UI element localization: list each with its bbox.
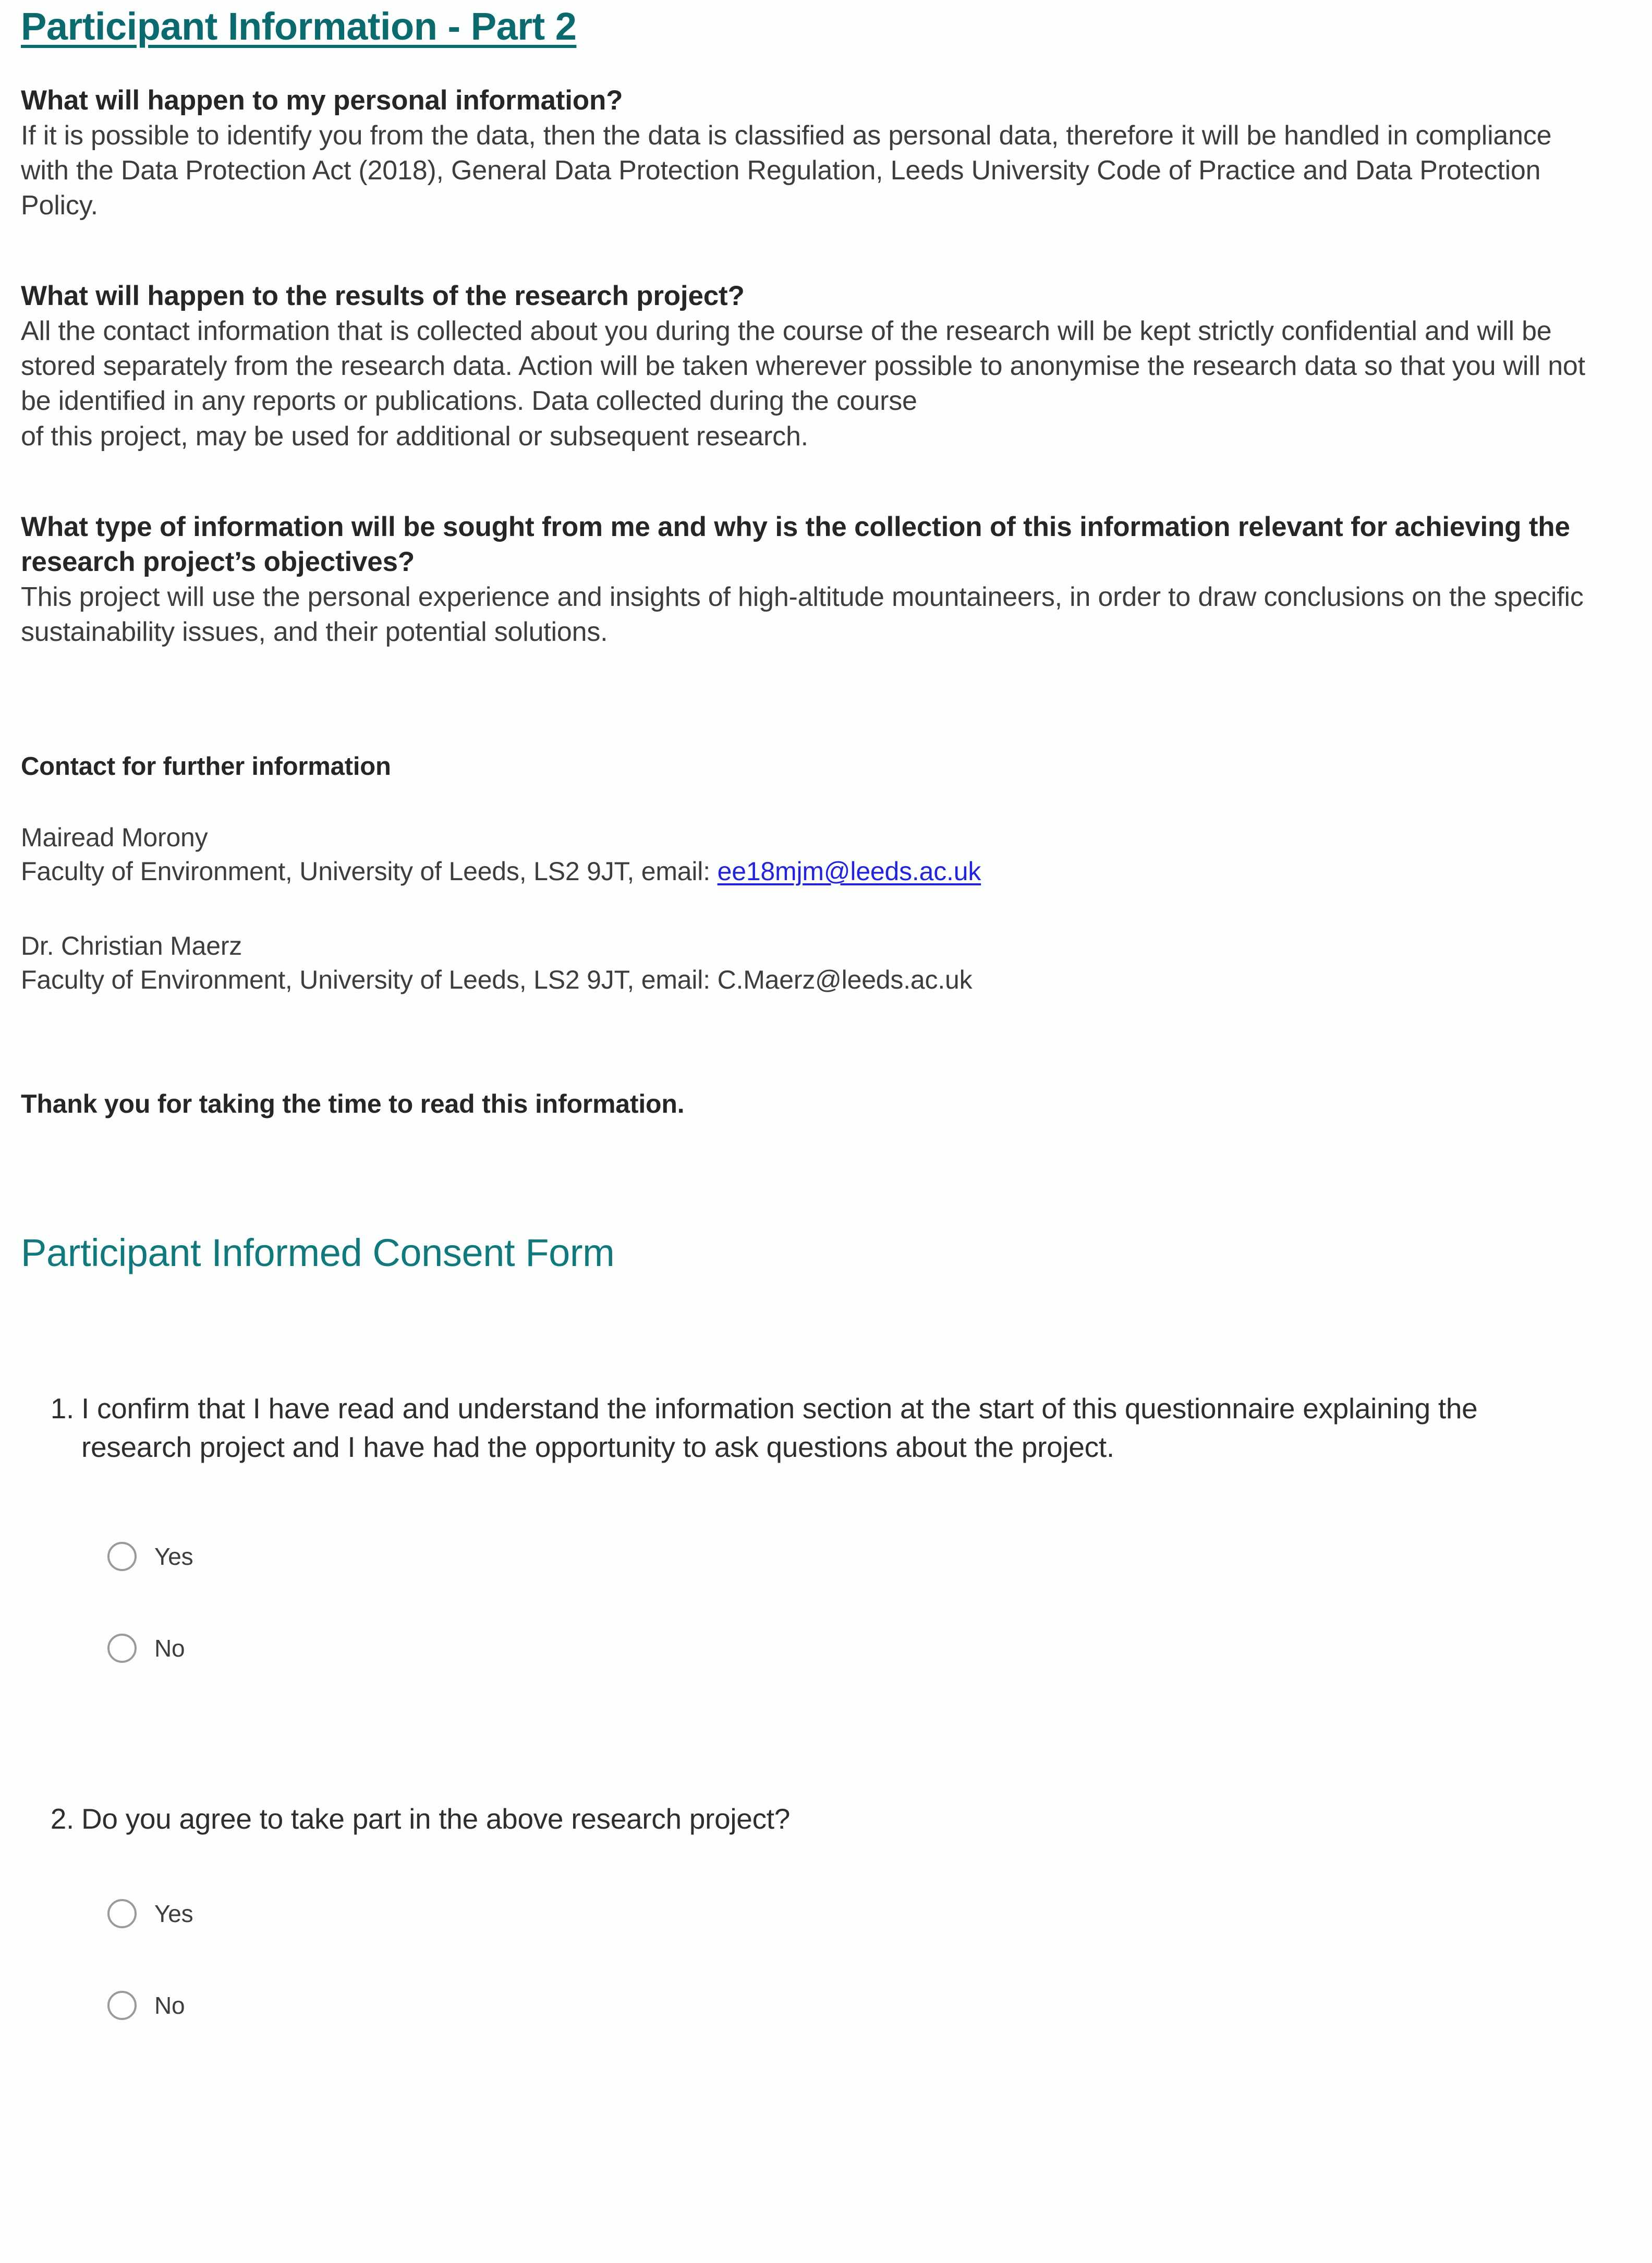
question-number: 2. — [50, 1802, 74, 1835]
contact-affiliation-text: Faculty of Environment, University of Leeds, LS2 9JT, email: — [21, 857, 718, 886]
contact-person-1 — [21, 781, 1595, 889]
section-heading: What will happen to the results of the research project? — [21, 281, 745, 312]
consent-form-title: Participant Informed Consent Form — [21, 1231, 615, 1275]
page-title: Participant Information - Part 2 — [21, 5, 577, 48]
section-body: All the contact information that is collected about you during the course of the research will be kept strictly confidential and will be stored separately from the research data. Action will be taken wherever possible to anonymise the research data so that you will not be identified in any reports or publications. Data collected during the course — [21, 316, 1585, 417]
section-heading: What type of information will be sought from me and why is the collection of this information relevant for achieving the research project’s objectives? — [21, 511, 1570, 578]
radio-circle-icon[interactable] — [107, 1899, 137, 1928]
section-body-continued: of this project, may be used for additional or subsequent research. — [21, 421, 808, 452]
section-heading: What will happen to my personal information? — [21, 85, 623, 116]
radio-option-label: No — [154, 1991, 185, 2019]
contact-name: Mairead Morony — [21, 823, 208, 853]
contact-affiliation-text: Faculty of Environment, University of Leeds, LS2 9JT, email: — [21, 965, 718, 995]
consent-question-1 — [21, 1275, 1595, 1671]
question-number: 1. — [50, 1392, 74, 1425]
radio-group-question-2 — [46, 1838, 1595, 2029]
radio-circle-icon[interactable] — [107, 1991, 137, 2020]
contact-email-text: C.Maerz@leeds.ac.uk — [717, 965, 973, 995]
section-body: This project will use the personal experience and insights of high-altitude mountaineers, in order to draw conclusions on the specific sustainability issues, and their potential solutions. — [21, 582, 1584, 648]
question-line — [46, 1800, 1595, 1838]
section-results — [21, 278, 1595, 454]
section-personal-information — [21, 83, 1595, 223]
contact-affiliation — [21, 855, 1595, 889]
contact-person-2 — [21, 889, 1595, 997]
contact-name: Dr. Christian Maerz — [21, 931, 242, 961]
section-body: If it is possible to identify you from the data, then the data is classified as personal data, therefore it will be handled in compliance with the Data Protection Act (2018), General Data Protection Regulation, Leeds University Code of Practice and Data Protection Policy. — [21, 120, 1552, 221]
contact-heading: Contact for further information — [21, 752, 391, 781]
question-text: I confirm that I have read and understand the information section at the start of this questionnaire explaining the research project and I have had the opportunity to ask questions about the project. — [81, 1392, 1478, 1463]
radio-option-no[interactable] — [107, 1625, 1595, 1672]
question-line — [46, 1390, 1595, 1466]
contact-email-link[interactable]: ee18mjm@leeds.ac.uk — [717, 857, 981, 886]
radio-option-label: No — [154, 1634, 185, 1662]
radio-option-no[interactable] — [107, 1982, 1595, 2029]
consent-question-2 — [21, 1672, 1595, 2029]
radio-option-label: Yes — [154, 1542, 193, 1570]
contact-affiliation — [21, 963, 1595, 997]
radio-option-label: Yes — [154, 1900, 193, 1927]
radio-circle-icon[interactable] — [107, 1542, 137, 1571]
section-information-type — [21, 509, 1595, 650]
thank-you-note: Thank you for taking the time to read this information. — [21, 1089, 685, 1119]
radio-group-question-1 — [46, 1466, 1595, 1672]
radio-circle-icon[interactable] — [107, 1634, 137, 1663]
radio-option-yes[interactable] — [107, 1890, 1595, 1937]
question-text: Do you agree to take part in the above research project? — [81, 1802, 791, 1835]
radio-option-yes[interactable] — [107, 1533, 1595, 1580]
